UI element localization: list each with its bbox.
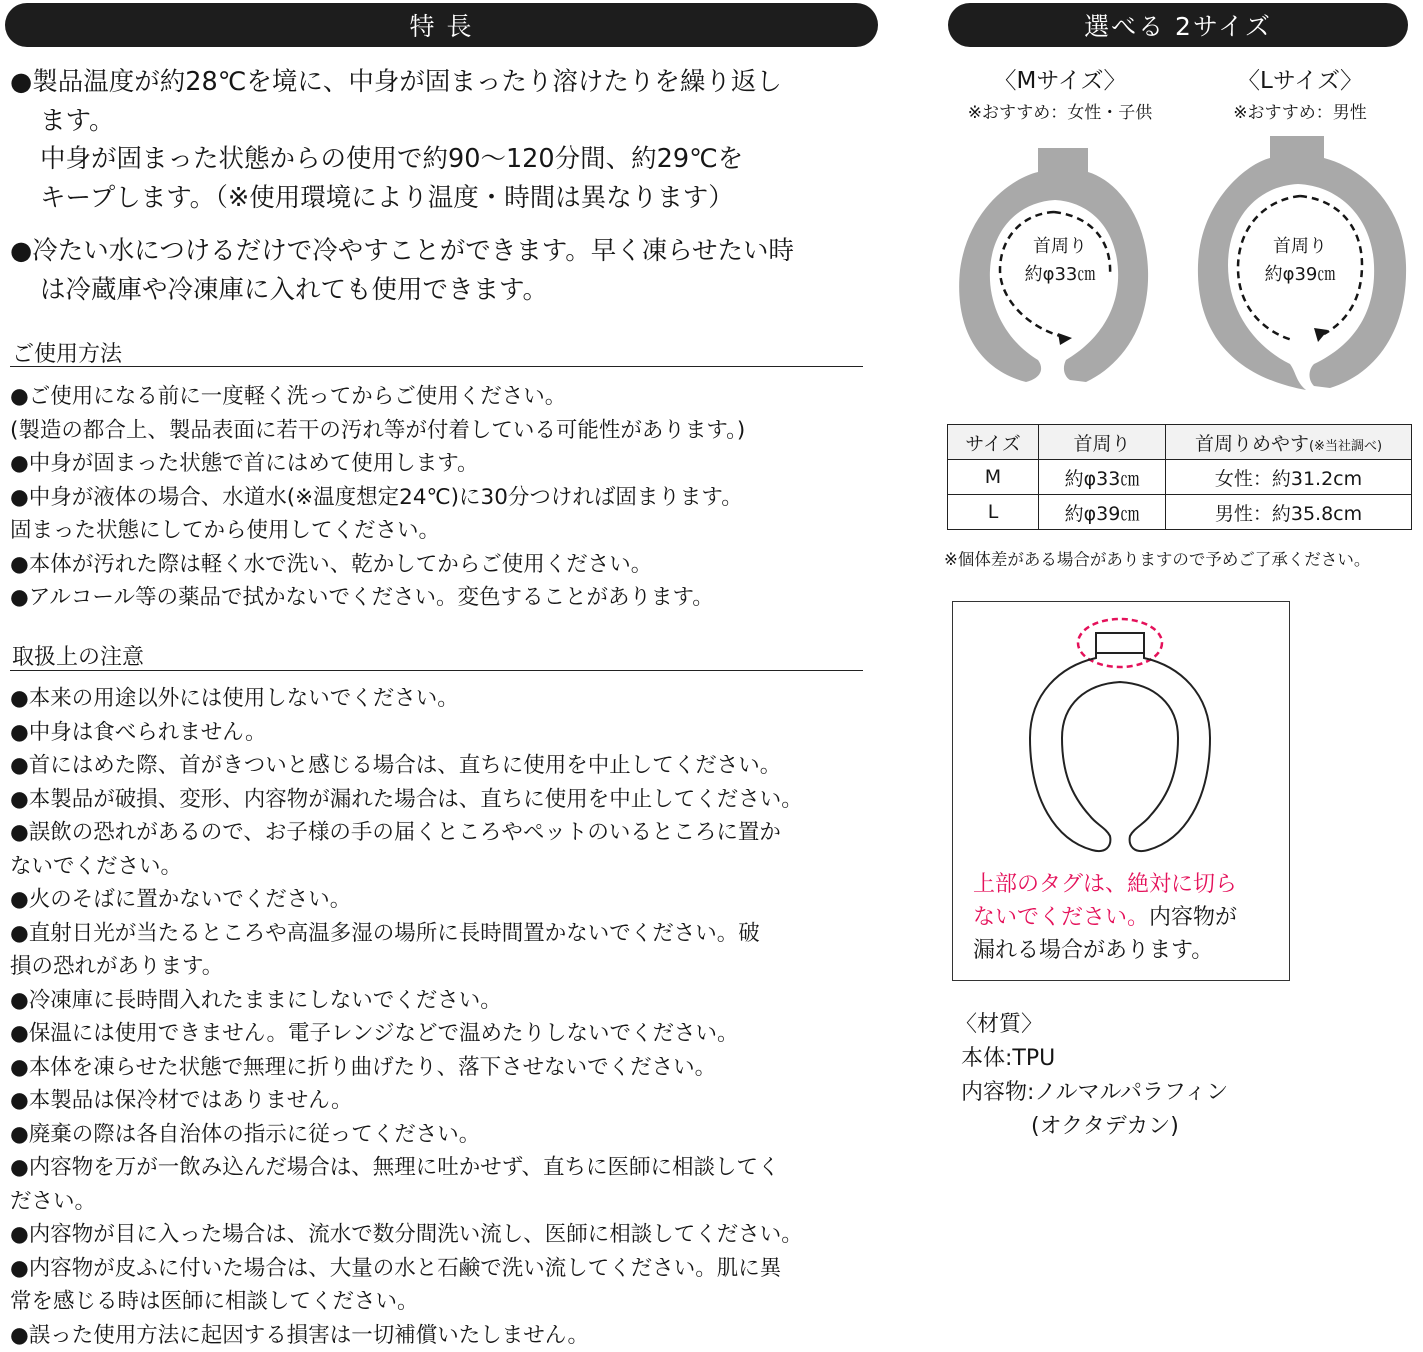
feature-1-line-1: ●製品温度が約28℃を境に、中身が固まったり溶けたりを繰り返し — [10, 63, 890, 102]
size-l-neck-label: 首周り — [1245, 232, 1355, 258]
usage-title: ご使用方法 — [12, 337, 122, 368]
list-item: ●火のそばに置かないでください。 — [10, 883, 803, 917]
tag-warning-line-2: ないでください。内容物が — [973, 901, 1237, 934]
usage-list — [10, 380, 745, 615]
list-item: ●アルコール等の薬品で拭かないでください。変色することがあります。 — [10, 581, 745, 615]
list-item: ●誤った使用方法に起因する損害は一切補償いたしません。 — [10, 1319, 803, 1352]
table-cell-neck: 約φ39㎝ — [1039, 495, 1166, 530]
table-row — [948, 460, 1412, 495]
feature-2-line-2: は冷蔵庫や冷凍庫に入れても使用できます。 — [10, 271, 890, 310]
tag-warning-line-1: 上部のタグは、絶対に切ら — [973, 868, 1237, 901]
size-l-neck-value: 約φ39㎝ — [1245, 260, 1355, 286]
table-cell-size: L — [948, 495, 1039, 530]
list-item: ●誤飲の恐れがあるので、お子様の手の届くところやペットのいるところに置か — [10, 816, 803, 850]
tag-warning-text — [973, 868, 1237, 967]
size-m-neck-label: 首周り — [1005, 232, 1115, 258]
size-table — [947, 424, 1412, 530]
list-item: ●本来の用途以外には使用しないでください。 — [10, 682, 803, 716]
list-item: ●本製品は保冷材ではありません。 — [10, 1084, 803, 1118]
list-item: 常を感じる時は医師に相談してください。 — [10, 1285, 803, 1319]
material-content-2: (オクタデカン) — [955, 1110, 1228, 1144]
material-content: 内容物:ノルマルパラフィン — [955, 1076, 1228, 1110]
table-header-guide: 首周りめやす(※当社調べ) — [1166, 425, 1412, 460]
list-item: ●内容物が皮ふに付いた場合は、大量の水と石鹸で洗い流してください。肌に異 — [10, 1252, 803, 1286]
feature-1-extra-1: 中身が固まった状態からの使用で約90～120分間、約29℃を — [10, 140, 890, 179]
table-header-note: (※当社調べ) — [1309, 439, 1382, 454]
list-item: ●ご使用になる前に一度軽く洗ってからご使用ください。 — [10, 380, 745, 414]
list-item: ●本体を凍らせた状態で無理に折り曲げたり、落下させないでください。 — [10, 1051, 803, 1085]
list-item: ●中身は食べられません。 — [10, 716, 803, 750]
list-item: ●直射日光が当たるところや高温多湿の場所に長時間置かないでください。破 — [10, 917, 803, 951]
material-section — [955, 1008, 1228, 1144]
list-item: ●内容物を万が一飲み込んだ場合は、無理に吐かせず、直ちに医師に相談してく — [10, 1151, 803, 1185]
list-item: ●廃棄の際は各自治体の指示に従ってください。 — [10, 1118, 803, 1152]
features-list — [10, 63, 890, 309]
sizes-header — [948, 3, 1408, 47]
list-item: 損の恐れがあります。 — [10, 950, 803, 984]
table-cell-size: M — [948, 460, 1039, 495]
list-item: ●冷凍庫に長時間入れたままにしないでください。 — [10, 984, 803, 1018]
feature-1-line-2: ます。 — [10, 102, 890, 141]
list-item: 固まった状態にしてから使用してください。 — [10, 514, 745, 548]
sizes-header-text: 選べる 2サイズ — [1084, 7, 1272, 43]
table-cell-neck: 約φ33㎝ — [1039, 460, 1166, 495]
table-header-size: サイズ — [948, 425, 1039, 460]
table-header-row — [948, 425, 1412, 460]
features-header — [5, 3, 878, 47]
usage-rule — [10, 366, 863, 367]
table-row — [948, 495, 1412, 530]
list-item: ●本体が汚れた際は軽く水で洗い、乾かしてからご使用ください。 — [10, 548, 745, 582]
tag-ring-diagram — [1010, 610, 1230, 865]
size-l-title: 〈Lサイズ〉 — [1190, 62, 1410, 95]
list-item: ●首にはめた際、首がきついと感じる場合は、直ちに使用を中止してください。 — [10, 749, 803, 783]
size-m-title: 〈Mサイズ〉 — [950, 62, 1170, 95]
list-item: ●内容物が目に入った場合は、流水で数分間洗い流し、医師に相談してください。 — [10, 1218, 803, 1252]
list-item: ださい。 — [10, 1185, 803, 1219]
size-m-neck-value: 約φ33㎝ — [1005, 260, 1115, 286]
cautions-list — [10, 682, 803, 1352]
tag-icon — [1096, 633, 1144, 653]
list-item: ●保温には使用できません。電子レンジなどで温めたりしないでください。 — [10, 1017, 803, 1051]
feature-1-extra-2: キープします。（※使用環境により温度・時間は異なります） — [10, 179, 890, 218]
material-body: 本体:TPU — [955, 1042, 1228, 1076]
list-item: ●中身が液体の場合、水道水(※温度想定24℃)に30分つければ固まります。 — [10, 481, 745, 515]
material-title: 〈材質〉 — [955, 1008, 1228, 1042]
size-m-note: ※おすすめ：女性・子供 — [950, 98, 1170, 123]
table-cell-guide: 男性：約35.8cm — [1166, 495, 1412, 530]
cautions-rule — [10, 670, 863, 671]
table-cell-guide: 女性：約31.2cm — [1166, 460, 1412, 495]
features-header-text: 特 長 — [410, 7, 474, 43]
size-l-note: ※おすすめ：男性 — [1190, 98, 1410, 123]
list-item: ●中身が固まった状態で首にはめて使用します。 — [10, 447, 745, 481]
table-header-neck: 首周り — [1039, 425, 1166, 460]
list-item: ●本製品が破損、変形、内容物が漏れた場合は、直ちに使用を中止してください。 — [10, 783, 803, 817]
list-item: (製造の都合上、製品表面に若干の汚れ等が付着している可能性があります。) — [10, 414, 745, 448]
size-note: ※個体差がある場合がありますので予めご了承ください。 — [944, 546, 1370, 570]
tag-warning-line-3: 漏れる場合があります。 — [973, 934, 1237, 967]
cautions-title: 取扱上の注意 — [12, 640, 144, 671]
feature-2-line-1: ●冷たい水につけるだけで冷やすことができます。早く凍らせたい時 — [10, 232, 890, 271]
list-item: ないでください。 — [10, 850, 803, 884]
